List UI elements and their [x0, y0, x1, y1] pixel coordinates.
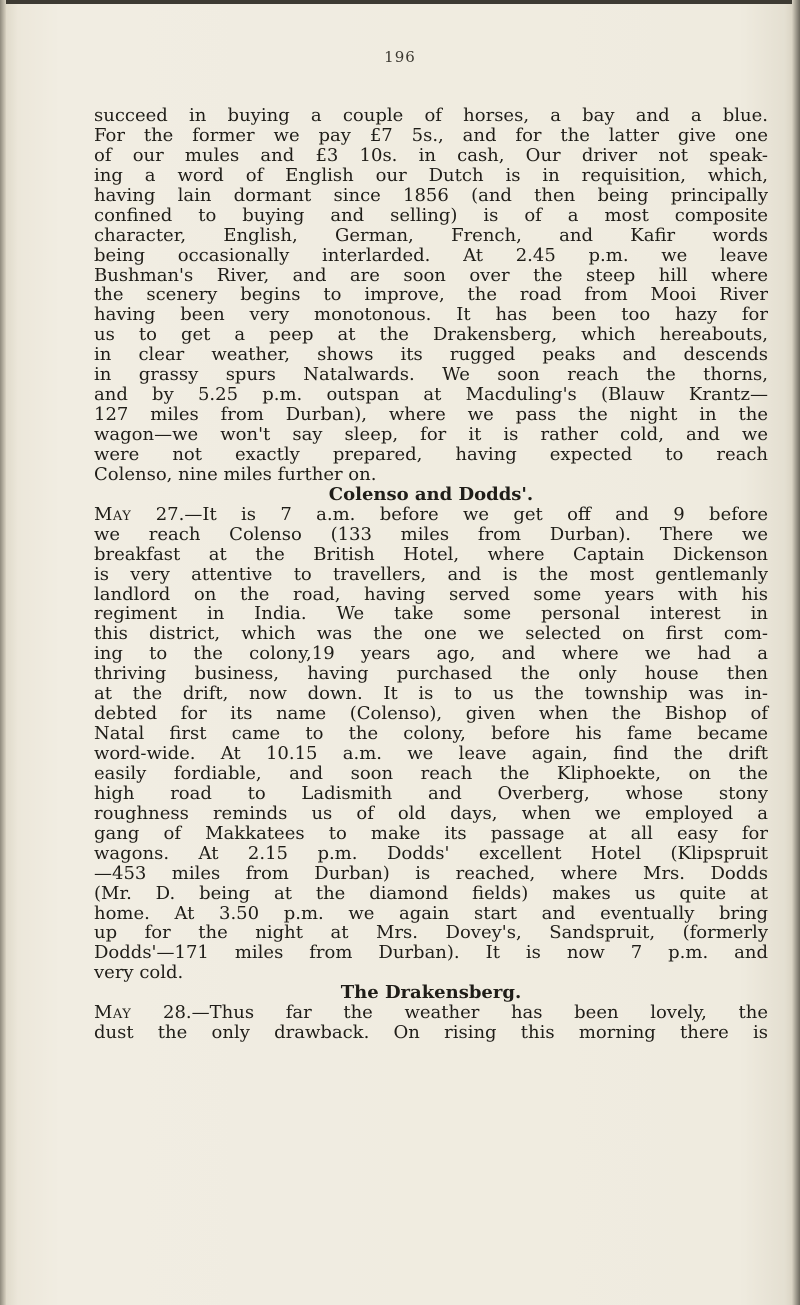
text-line: character, English, German, French, and Kafir words	[94, 224, 768, 246]
text-line: wagon—we won't say sleep, for it is rather cold, and we	[94, 424, 768, 445]
text-line: high road to Ladismith and Overberg, whose stony	[94, 782, 768, 804]
text-line: For the former we pay £7 5s., and for the latter give one	[94, 124, 768, 146]
text-line: Bushman's River, and are soon over the steep hill where	[94, 264, 768, 286]
text-line: is very attentive to travellers, and is the most gentlemanly	[94, 563, 768, 585]
page-number: 196	[384, 48, 416, 66]
text-line: home. At 3.50 p.m. we again start and eventually bring	[94, 902, 768, 924]
text-line: ing to the colony,19 years ago, and where we had a	[94, 643, 768, 665]
text-line: being occasionally interlarded. At 2.45 p.m. we leave	[94, 244, 768, 266]
text-line: ing a word of English our Dutch is in requisition, which,	[94, 164, 768, 186]
section-heading-drakensberg: The Drakensberg.	[340, 982, 522, 1004]
text-line: dust the only drawback. On rising this morning there is	[94, 1022, 768, 1044]
text-line: up for the night at Mrs. Dovey's, Sandspruit, (formerly	[94, 922, 768, 944]
paragraph-1	[94, 106, 768, 485]
text-line	[94, 1003, 768, 1023]
text-line: Dodds'—171 miles from Durban). It is now 7 p.m. and	[94, 942, 768, 964]
text-line: the scenery begins to improve, the road from Mooi River	[94, 284, 768, 306]
text-line: this district, which was the one we selected on first com-	[94, 623, 768, 645]
top-edge-rule	[0, 0, 800, 4]
text-line: —453 miles from Durban) is reached, where Mrs. Dodds	[94, 862, 768, 884]
text-line: very cold.	[94, 962, 184, 984]
text-line: in clear weather, shows its rugged peaks and descends	[94, 344, 768, 366]
text-line: gang of Makkatees to make its passage at all easy for	[94, 822, 768, 844]
text-line: in grassy spurs Natalwards. We soon reach the thorns,	[94, 364, 768, 386]
text-line: and by 5.25 p.m. outspan at Macduling's (Blauw Krantz—	[94, 384, 768, 406]
text-line: easily fordiable, and soon reach the Kliphoekte, on the	[94, 762, 768, 784]
date-month: May	[94, 503, 132, 525]
text-line: of our mules and £3 10s. in cash, Our driver not speak-	[94, 144, 768, 166]
text-line	[94, 505, 768, 525]
text-line: landlord on the road, having served some years with his	[94, 583, 768, 605]
line-text: 28.—Thus far the weather has been lovely, the	[131, 1002, 768, 1024]
text-line: Natal first came to the colony, before his fame became	[94, 723, 768, 745]
text-line: Colenso, nine miles further on.	[94, 463, 377, 485]
text-line: breakfast at the British Hotel, where Captain Dickenson	[94, 543, 768, 565]
text-line: were not exactly prepared, having expected to reach	[94, 443, 768, 465]
text-line: us to get a peep at the Drakensberg, which hereabouts,	[94, 324, 768, 346]
text-line: 127 miles from Durban), where we pass the night in the	[94, 404, 768, 426]
text-line: roughness reminds us of old days, when we employed a	[94, 802, 768, 824]
text-line: succeed in buying a couple of horses, a bay and a blue.	[94, 105, 768, 126]
left-page-edge	[0, 0, 6, 1305]
text-line: (Mr. D. being at the diamond fields) makes us quite at	[94, 882, 768, 904]
text-line: at the drift, now down. It is to us the township was in-	[94, 683, 768, 705]
text-line: debted for its name (Colenso), given when the Bishop of	[94, 703, 768, 725]
text-line: we reach Colenso (133 miles from Durban). There we	[94, 523, 768, 545]
section-heading-colenso: Colenso and Dodds'.	[328, 483, 534, 505]
text-line: having lain dormant since 1856 (and then being principally	[94, 184, 768, 206]
text-line: wagons. At 2.15 p.m. Dodds' excellent Hotel (Klipspruit	[94, 842, 768, 864]
line-text: 27.—It is 7 a.m. before we get off and 9 before	[131, 503, 768, 525]
text-line: thriving business, having purchased the only house then	[94, 663, 768, 685]
text-line: word-wide. At 10.15 a.m. we leave again, find the drift	[94, 743, 768, 764]
date-month: May	[94, 1002, 132, 1024]
text-line: regiment in India. We take some personal interest in	[94, 603, 768, 625]
right-page-edge	[792, 0, 800, 1305]
text-line: having been very monotonous. It has been too hazy for	[94, 304, 768, 326]
text-line: confined to buying and selling) is of a most composite	[94, 204, 768, 226]
paragraph-3	[94, 1003, 768, 1043]
paragraph-2	[94, 505, 768, 984]
body-text	[94, 106, 768, 1043]
